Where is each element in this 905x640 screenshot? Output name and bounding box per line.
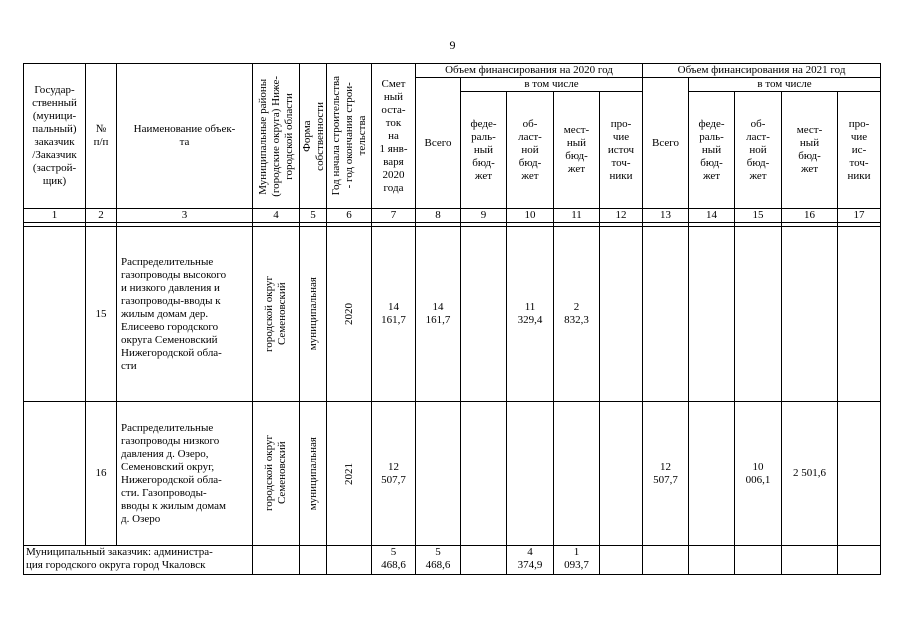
header-number: № п/п xyxy=(86,64,117,209)
header-obl-2020: об- ласт- ной бюд- жет xyxy=(507,92,554,209)
row-total-2021 xyxy=(643,227,689,402)
summary-mest-2020: 1 093,7 xyxy=(554,546,600,575)
summary-empty xyxy=(782,546,838,575)
row-total-2021: 12 507,7 xyxy=(643,402,689,546)
colnum: 4 xyxy=(253,209,300,223)
summary-empty xyxy=(735,546,782,575)
colnum: 16 xyxy=(782,209,838,223)
colnum: 13 xyxy=(643,209,689,223)
row-ownership: муниципальная xyxy=(300,227,327,402)
page-number: 9 xyxy=(449,38,456,52)
row-number: 16 xyxy=(86,402,117,546)
header-row-1 xyxy=(24,64,881,78)
summary-empty xyxy=(643,546,689,575)
header-financing-2021: Объем финансирования на 2021 год xyxy=(643,64,881,78)
row-mest-2020: 2 832,3 xyxy=(554,227,600,402)
row-customer xyxy=(24,402,86,546)
colnum: 10 xyxy=(507,209,554,223)
colnum: 17 xyxy=(838,209,881,223)
row-mest-2021 xyxy=(782,227,838,402)
colnum: 2 xyxy=(86,209,117,223)
row-number: 15 xyxy=(86,227,117,402)
summary-empty xyxy=(300,546,327,575)
row-other-2021 xyxy=(838,402,881,546)
summary-empty xyxy=(838,546,881,575)
header-balance: Смет ный оста- ток на 1 янв- варя 2020 года xyxy=(372,64,416,209)
summary-obl-2020: 4 374,9 xyxy=(507,546,554,575)
summary-empty xyxy=(253,546,300,575)
header-ownership: Форма собственности xyxy=(300,64,327,209)
summary-customer-label: Муниципальный заказчик: администра- ция городского округа город Чкаловск xyxy=(24,546,253,575)
row-fed-2021 xyxy=(689,227,735,402)
row-total-2020: 14 161,7 xyxy=(416,227,461,402)
colnum: 9 xyxy=(461,209,507,223)
row-year: 2021 xyxy=(327,402,372,546)
row-mest-2021: 2 501,6 xyxy=(782,402,838,546)
colnum: 7 xyxy=(372,209,416,223)
summary-empty xyxy=(600,546,643,575)
row-year: 2020 xyxy=(327,227,372,402)
colnum: 8 xyxy=(416,209,461,223)
row-balance: 14 161,7 xyxy=(372,227,416,402)
header-district: Муниципальные районы (городские округа) Ниже- городской области xyxy=(253,64,300,209)
header-fed-2021: феде- раль- ный бюд- жет xyxy=(689,92,735,209)
row-fed-2021 xyxy=(689,402,735,546)
colnum: 12 xyxy=(600,209,643,223)
row-other-2021 xyxy=(838,227,881,402)
row-customer xyxy=(24,227,86,402)
summary-balance: 5 468,6 xyxy=(372,546,416,575)
row-object-name: Распределительные газопроводы высокого и низкого давления и газопроводы-вводы к жилым домам дер. Елисеево городского округа Семеновский Нижегородской обла- сти xyxy=(117,227,253,402)
table-row xyxy=(24,402,881,546)
row-obl-2021 xyxy=(735,227,782,402)
colnum: 14 xyxy=(689,209,735,223)
summary-row xyxy=(24,546,881,575)
header-customer: Государ- ственный (муници- пальный) заказчик /Заказчик (застрой- щик) xyxy=(24,64,86,209)
row-obl-2020 xyxy=(507,402,554,546)
row-other-2020 xyxy=(600,227,643,402)
colnum: 3 xyxy=(117,209,253,223)
row-obl-2020: 11 329,4 xyxy=(507,227,554,402)
summary-empty xyxy=(327,546,372,575)
colnum: 5 xyxy=(300,209,327,223)
row-mest-2020 xyxy=(554,402,600,546)
header-incl-2021: в том числе xyxy=(689,78,881,92)
colnum: 6 xyxy=(327,209,372,223)
row-ownership: муниципальная xyxy=(300,402,327,546)
header-total-2020: Всего xyxy=(416,78,461,209)
row-district: городской округ Семеновский xyxy=(253,402,300,546)
header-financing-2020: Объем финансирования на 2020 год xyxy=(416,64,643,78)
row-other-2020 xyxy=(600,402,643,546)
header-object-name: Наименование объек- та xyxy=(117,64,253,209)
row-balance: 12 507,7 xyxy=(372,402,416,546)
row-object-name: Распределительные газопроводы низкого давления д. Озеро, Семеновский округ, Нижегородской обла- сти. Газопроводы- вводы к жилым домам д. Озеро xyxy=(117,402,253,546)
header-mest-2020: мест- ный бюд- жет xyxy=(554,92,600,209)
row-total-2020 xyxy=(416,402,461,546)
row-district: городской округ Семеновский xyxy=(253,227,300,402)
header-total-2021: Всего xyxy=(643,78,689,209)
summary-empty xyxy=(461,546,507,575)
header-obl-2021: об- ласт- ной бюд- жет xyxy=(735,92,782,209)
table-row xyxy=(24,227,881,402)
column-number-row xyxy=(24,209,881,223)
row-fed-2020 xyxy=(461,402,507,546)
header-other-2021: про- чие ис- точ- ники xyxy=(838,92,881,209)
header-incl-2020: в том числе xyxy=(461,78,643,92)
header-other-2020: про- чие источ точ- ники xyxy=(600,92,643,209)
row-fed-2020 xyxy=(461,227,507,402)
colnum: 11 xyxy=(554,209,600,223)
header-years: Год начала строительства - год окончания строи- тельства xyxy=(327,64,372,209)
summary-total-2020: 5 468,6 xyxy=(416,546,461,575)
row-obl-2021: 10 006,1 xyxy=(735,402,782,546)
colnum: 15 xyxy=(735,209,782,223)
summary-empty xyxy=(689,546,735,575)
header-fed-2020: феде- раль- ный бюд- жет xyxy=(461,92,507,209)
financing-table xyxy=(23,63,881,575)
header-mest-2021: мест- ный бюд- жет xyxy=(782,92,838,209)
colnum: 1 xyxy=(24,209,86,223)
